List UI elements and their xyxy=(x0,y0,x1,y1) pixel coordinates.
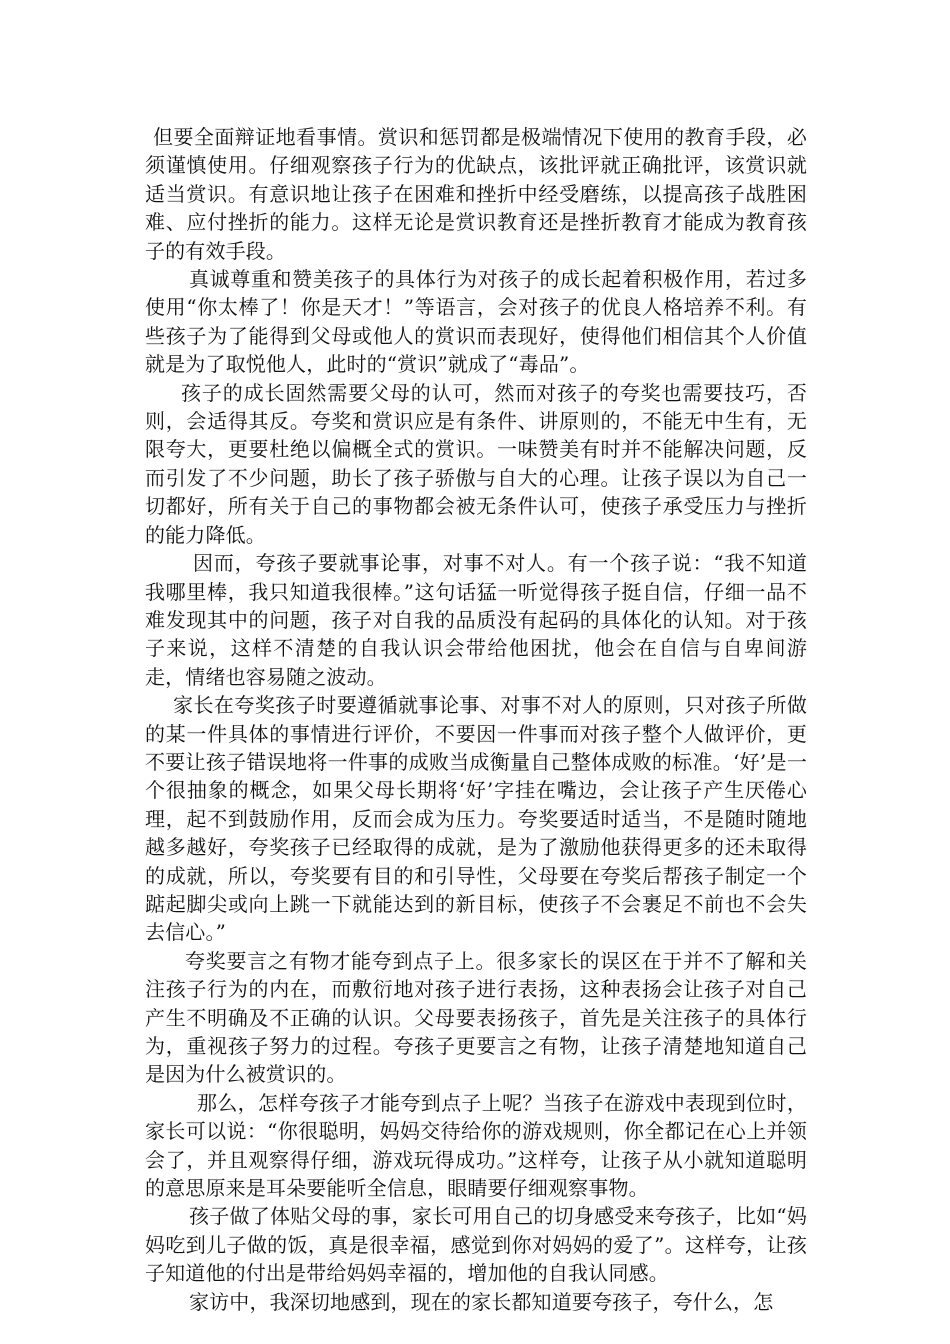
document-body xyxy=(145,123,807,1316)
paragraph: 真诚尊重和赞美孩子的具体行为对孩子的成长起着积极作用，若过多使用“你太棒了！你是天才！”等语言，会对孩子的优良人格培养不利。有些孩子为了能得到父母或他人的赏识而表现好，使得他们相信其个人价值就是为了取悦他人，此时的“赏识”就成了“毒品”。 xyxy=(145,267,807,377)
paragraph: 因而，夸孩子要就事论事，对事不对人。有一个孩子说：“我不知道我哪里棒，我只知道我很棒。”这句话猛一听觉得孩子挺自信，仔细一品不难发现其中的问题，孩子对自我的品质没有起码的具体化的认知。对于孩子来说，这样不清楚的自我认识会带给他困扰，他会在自信与自卑间游走，情绪也容易随之波动。 xyxy=(145,551,807,689)
paragraph: 但要全面辩证地看事情。赏识和惩罚都是极端情况下使用的教育手段，必须谨慎使用。仔细观察孩子行为的优缺点，该批评就正确批评，该赏识就适当赏识。有意识地让孩子在困难和挫折中经受磨练，以提高孩子战胜困难、应付挫折的能力。这样无论是赏识教育还是挫折教育才能成为教育孩子的有效手段。 xyxy=(145,125,807,263)
paragraph: 家长在夸奖孩子时要遵循就事论事、对事不对人的原则，只对孩子所做的某一件具体的事情进行评价，不要因一件事而对孩子整个人做评价，更不要让孩子错误地将一件事的成败当成衡量自己整体成败的标准。‘好’是一个很抽象的概念，如果父母长期将‘好’字挂在嘴边，会让孩子产生厌倦心理，起不到鼓励作用，反而会成为压力。夸奖要适时适当，不是随时随地越多越好，夸奖孩子已经取得的成就，是为了激励他获得更多的还未取得的成就，所以，夸奖要有目的和引导性，父母要在夸奖后帮孩子制定一个踮起脚尖或向上跳一下就能达到的新目标，使孩子不会裹足不前也不会失去信心。” xyxy=(145,693,807,945)
paragraph: 孩子的成长固然需要父母的认可，然而对孩子的夸奖也需要技巧，否则，会适得其反。夸奖和赏识应是有条件、讲原则的，不能无中生有，无限夸大，更要杜绝以偏概全式的赏识。一味赞美有时并不能解决问题，反而引发了不少问题，助长了孩子骄傲与自大的心理。让孩子误以为自己一切都好，所有关于自己的事物都会被无条件认可，使孩子承受压力与挫折的能力降低。 xyxy=(145,380,807,547)
paragraph: 那么，怎样夸孩子才能夸到点子上呢？当孩子在游戏中表现到位时，家长可以说：“你很聪明，妈妈交待给你的游戏规则，你全都记在心上并领会了，并且观察得仔细，游戏玩得成功。”这样夸，让孩子从小就知道聪明的意思原来是耳朵要能听全信息，眼睛要仔细观察事物。 xyxy=(145,1090,807,1201)
paragraph: 夸奖要言之有物才能夸到点子上。很多家长的误区在于并不了解和关注孩子行为的内在，而敷衍地对孩子进行表扬，这种表扬会让孩子对自己产生不明确及不正确的认识。父母要表扬孩子，首先是关注孩子的具体行为，重视孩子努力的过程。夸孩子更要言之有物，让孩子清楚地知道自己是因为什么被赏识的。 xyxy=(145,948,807,1087)
paragraph: 孩子做了体贴父母的事，家长可用自己的切身感受来夸孩子，比如“妈妈吃到儿子做的饭，真是很幸福，感觉到你对妈妈的爱了”。这样夸，让孩子知道他的付出是带给妈妈幸福的，增加他的自我认同感。 xyxy=(145,1204,807,1286)
paragraph: 家访中，我深切地感到，现在的家长都知道要夸孩子，夸什么，怎 xyxy=(189,1289,774,1314)
